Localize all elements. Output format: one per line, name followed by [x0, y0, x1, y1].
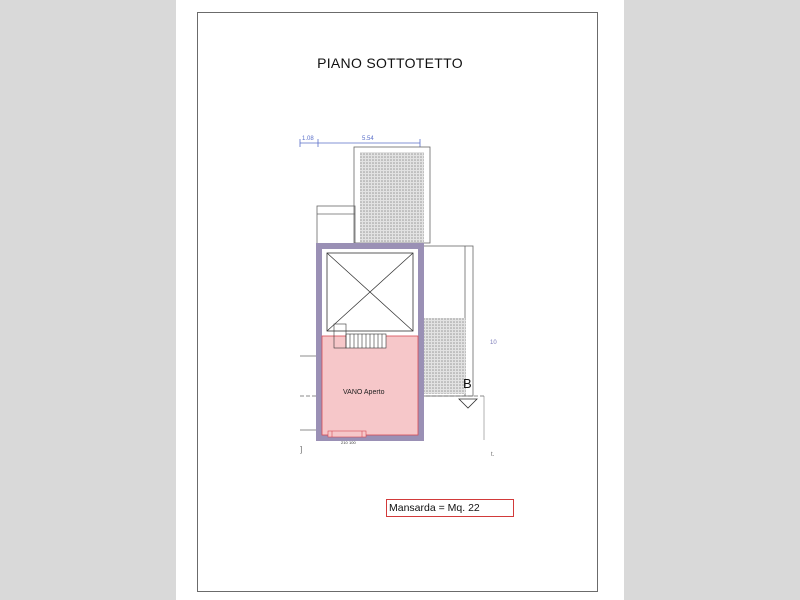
- dimension-right-label: 10: [490, 340, 497, 346]
- dimension-line-top: [300, 139, 420, 147]
- void-cross: [327, 253, 413, 331]
- section-marker-label: B: [463, 376, 472, 391]
- dimension-top-label: 5.54: [362, 136, 374, 142]
- dimension-small-b: 100: [349, 440, 356, 445]
- area-legend: Mansarda = Mq. 22: [386, 499, 514, 517]
- roof-area-right: [420, 318, 466, 394]
- room-open-space: [322, 336, 418, 435]
- window: [328, 431, 366, 437]
- page-title: PIANO SOTTOTETTO: [317, 55, 463, 71]
- roof-area-top: [360, 152, 424, 242]
- misc-mark: t.: [491, 452, 495, 458]
- bracket-mark: ]: [300, 445, 303, 454]
- section-arrow-icon: [459, 399, 477, 408]
- dimension-small-a: 210: [341, 440, 348, 445]
- dimension-left-label: 1.08: [302, 136, 314, 142]
- room-label: VANO Aperto: [343, 389, 385, 396]
